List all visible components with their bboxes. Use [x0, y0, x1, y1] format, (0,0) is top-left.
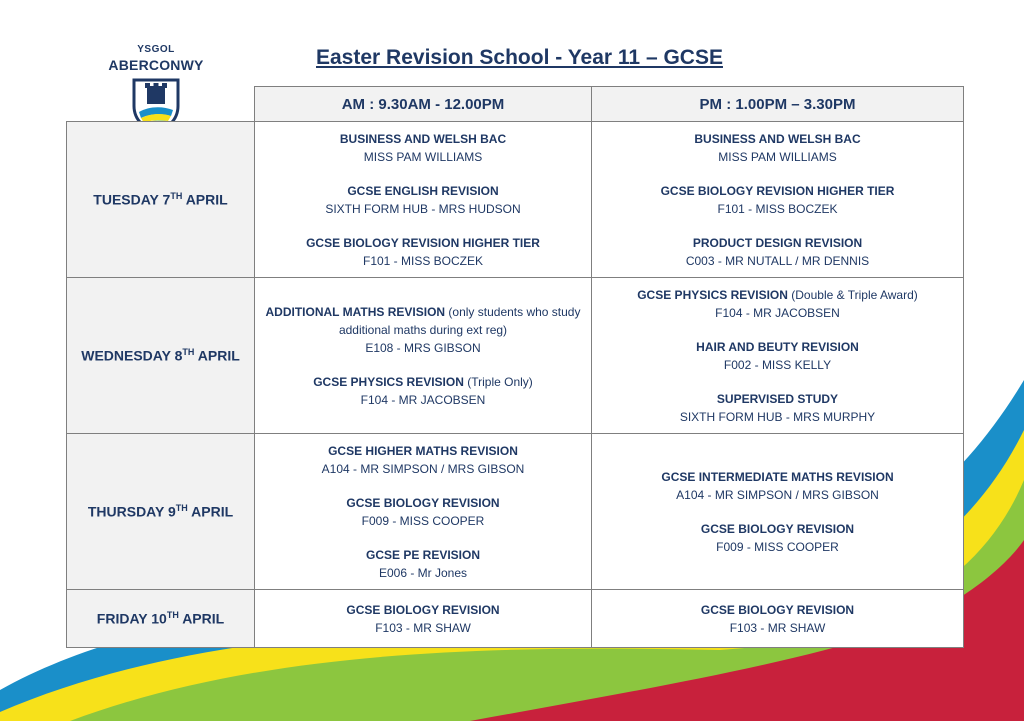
session-tue-pm	[591, 121, 964, 278]
header-am-label: AM : 9.30AM - 12.00PM	[341, 95, 505, 113]
day-wednesday	[66, 277, 255, 434]
session-entry: ADDITIONAL MATHS REVISION (only students who study additional maths during ext reg) E108 - MRS GIBSON	[265, 304, 581, 355]
header-pm-label: PM : 1.00PM – 3.30PM	[699, 95, 856, 113]
session-entry: GCSE PHYSICS REVISION (Double & Triple Award) F104 - MR JACOBSEN	[637, 287, 918, 320]
session-entry: GCSE INTERMEDIATE MATHS REVISION A104 - MR SIMPSON / MRS GIBSON	[661, 469, 894, 502]
logo-text-ysgol: YSGOL	[137, 44, 175, 55]
timetable	[66, 86, 964, 648]
session-entry: GCSE BIOLOGY REVISION HIGHER TIER F101 - MISS BOCZEK	[660, 183, 895, 216]
session-entry: BUSINESS AND WELSH BAC MISS PAM WILLIAMS	[339, 131, 507, 164]
logo-text-aberconwy: ABERCONWY	[108, 57, 204, 73]
session-entry: GCSE BIOLOGY REVISION F103 - MR SHAW	[700, 602, 855, 635]
session-entry: GCSE BIOLOGY REVISION F009 - MISS COOPER	[346, 495, 500, 528]
session-entry: SUPERVISED STUDY SIXTH FORM HUB - MRS MURPHY	[679, 391, 876, 424]
session-thu-am	[254, 433, 592, 590]
session-entry: GCSE BIOLOGY REVISION F009 - MISS COOPER	[700, 521, 855, 554]
session-fri-pm	[591, 589, 964, 648]
session-wed-am	[254, 277, 592, 434]
session-wed-pm	[591, 277, 964, 434]
session-entry: HAIR AND BEUTY REVISION F002 - MISS KELLY	[696, 339, 859, 372]
day-label: TUESDAY 7TH APRIL	[93, 191, 228, 208]
session-tue-am	[254, 121, 592, 278]
page-title: Easter Revision School - Year 11 – GCSE	[316, 46, 723, 69]
session-entry: GCSE PHYSICS REVISION (Triple Only) F104 - MR JACOBSEN	[313, 374, 533, 407]
day-tuesday	[66, 121, 255, 278]
day-friday	[66, 589, 255, 648]
header-pm	[591, 86, 964, 122]
day-label: THURSDAY 9TH APRIL	[87, 503, 234, 520]
session-fri-am	[254, 589, 592, 648]
day-thursday	[66, 433, 255, 590]
header-am	[254, 86, 592, 122]
session-entry: GCSE BIOLOGY REVISION HIGHER TIER F101 - MISS BOCZEK	[306, 235, 540, 268]
session-entry: GCSE HIGHER MATHS REVISION A104 - MR SIMPSON / MRS GIBSON	[321, 443, 525, 476]
session-entry: GCSE PE REVISION E006 - Mr Jones	[365, 547, 481, 580]
session-entry: BUSINESS AND WELSH BAC MISS PAM WILLIAMS	[694, 131, 861, 164]
session-entry: GCSE ENGLISH REVISION SIXTH FORM HUB - MRS HUDSON	[325, 183, 521, 216]
session-entry: GCSE BIOLOGY REVISION F103 - MR SHAW	[346, 602, 500, 635]
session-thu-pm	[591, 433, 964, 590]
day-label: FRIDAY 10TH APRIL	[96, 610, 225, 627]
session-entry: PRODUCT DESIGN REVISION C003 - MR NUTALL / MR DENNIS	[685, 235, 870, 268]
day-label: WEDNESDAY 8TH APRIL	[81, 347, 240, 364]
